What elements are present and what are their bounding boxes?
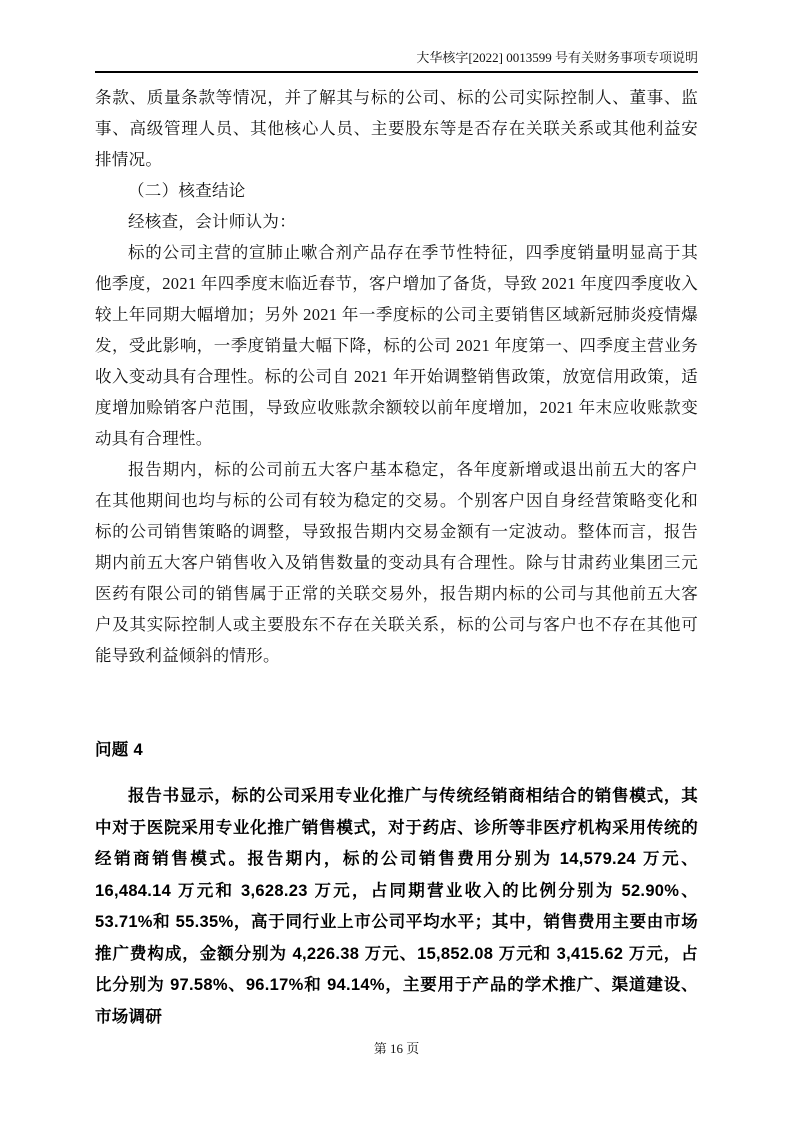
paragraph-auditor-opinion-lead: 经核查，会计师认为： <box>128 212 296 231</box>
document-body <box>95 73 698 1033</box>
page-number: 第 16 页 <box>373 1041 420 1056</box>
document-reference: 大华核字[2022] 0013599 号有关财务事项专项说明 <box>416 50 698 65</box>
paragraph-top5-customers-conclusion: 报告期内，标的公司前五大客户基本稳定，各年度新增或退出前五大的客户在其他期间也均与标的公司有较为稳定的交易。个别客户因自身经营策略变化和标的公司销售策略的调整，导致报告期内交易金额有一定波动。整体而言，报告期内前五大客户销售收入及销售数量的变动具有合理性。除与甘肃药业集团三元医药有限公司的销售属于正常的关联交易外，报告期内标的公司与其他前五大客户及其实际控制人或主要股东不存在关联关系，标的公司与客户也不存在其他可能导致利益倾斜的情形。 <box>95 460 698 665</box>
paragraph-continuation: 条款、质量条款等情况，并了解其与标的公司、标的公司实际控制人、董事、监事、高级管理人员、其他核心人员、主要股东等是否存在关联关系或其他利益安排情况。 <box>95 88 698 169</box>
section-heading-verification-conclusion: （二）核查结论 <box>128 181 246 200</box>
page-footer <box>0 1038 793 1057</box>
question4-body: 报告书显示，标的公司采用专业化推广与传统经销商相结合的销售模式，其中对于医院采用专业化推广销售模式，对于药店、诊所等非医疗机构采用传统的经销商销售模式。报告期内，标的公司销售费用分别为 14,579.24 万元、16,484.14 万元和 3,628.23 万元，占同期营业收入的比例分别为 52.90%、53.71%和 55.35%，高于同行业上市公司平均水平；其中，销售费用主要由市场推广费构成，金额分别为 4,226.38 万元、15,852.08 万元和 3,415.62 万元，占比分别为 97.58%、96.17%和 94.14%，主要用于产品的学术推广、渠道建设、市场调研 <box>95 787 698 1026</box>
paragraph-seasonality-conclusion: 标的公司主营的宣肺止嗽合剂产品存在季节性特征，四季度销量明显高于其他季度，2021 年四季度末临近春节，客户增加了备货，导致 2021 年度四季度收入较上年同期大幅增加；另外 2021 年一季度标的公司主要销售区域新冠肺炎疫情爆发，受此影响，一季度销量大幅下降，标的公司 2021 年度第一、四季度主营业务收入变动具有合理性。标的公司自 2021 年开始调整销售政策，放宽信用政策，适度增加赊销客户范围，导致应收账款余额较以前年度增加，2021 年末应收账款变动具有合理性。 <box>95 243 698 448</box>
page-header <box>95 0 698 73</box>
question4-heading: 问题 4 <box>95 741 143 759</box>
